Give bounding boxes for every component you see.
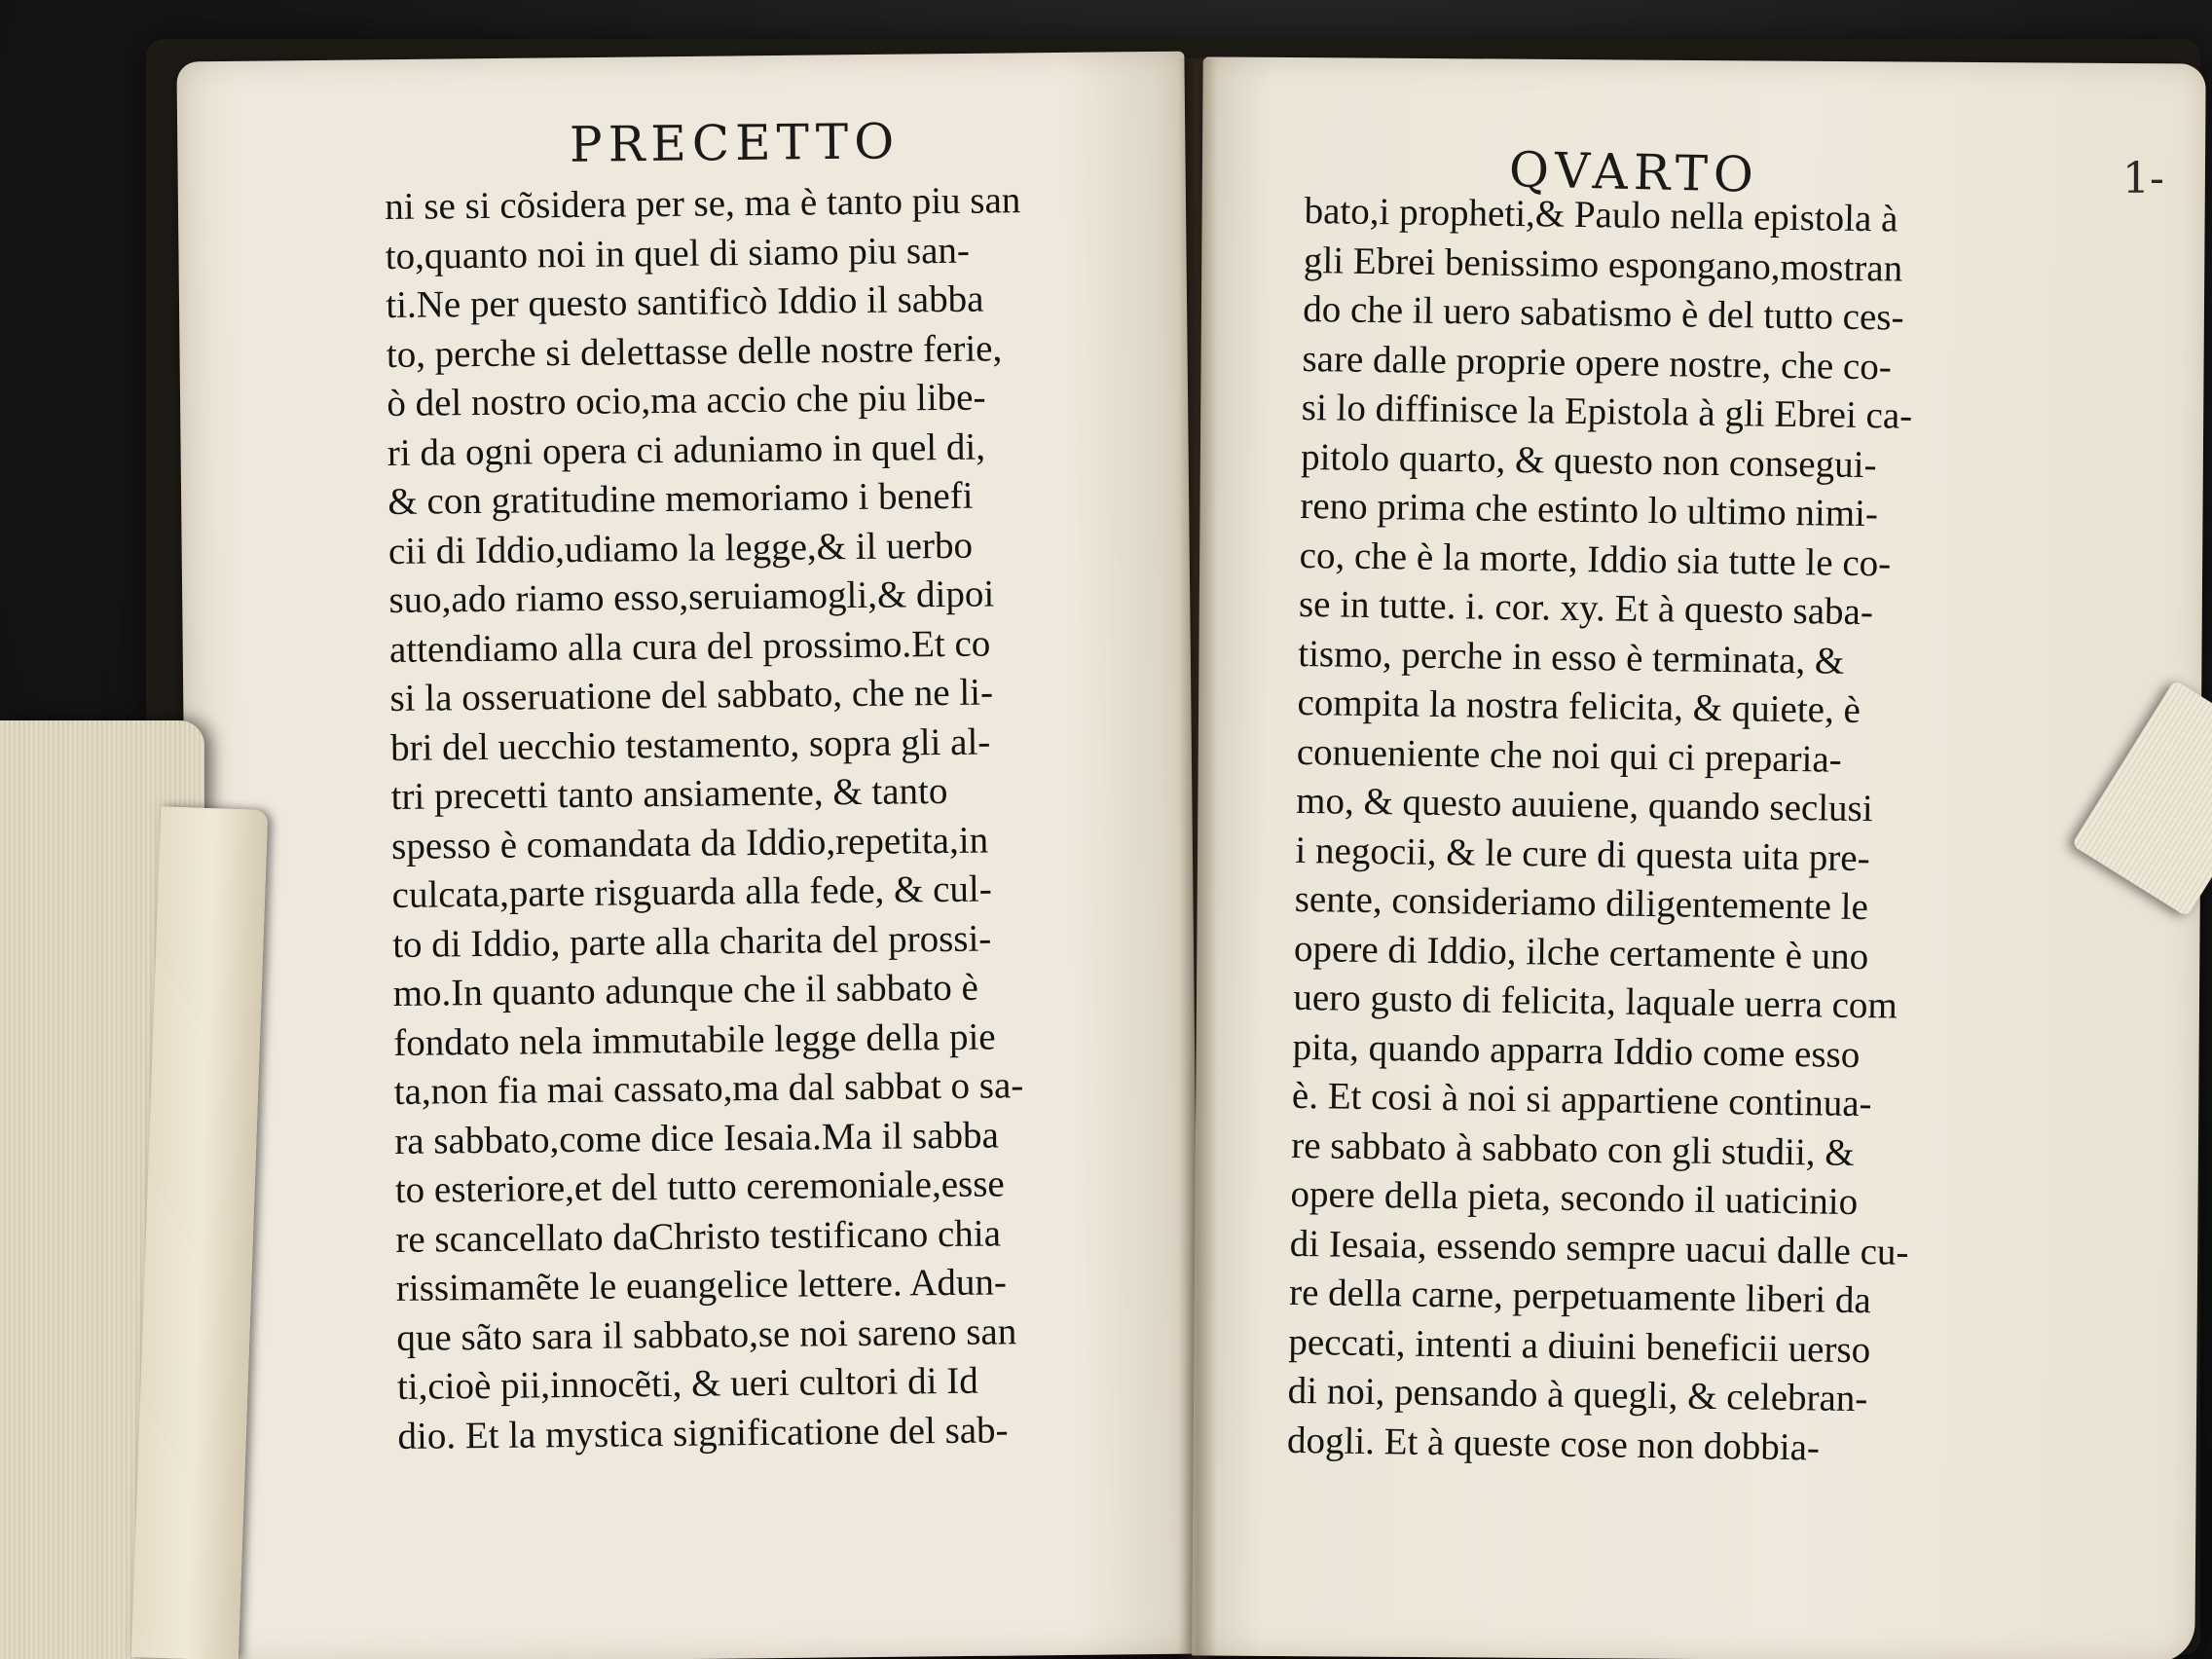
text-line: to, perche si delettasse delle nostre ferie,	[386, 326, 1003, 376]
text-line: do che il uero sabatismo è del tutto ces-	[1302, 287, 1904, 339]
text-line: co, che è la morte, Iddio sia tutte le co-	[1299, 534, 1892, 584]
text-line: bato,i propheti,& Paulo nella epistola à	[1304, 189, 1899, 240]
right-page-header: QVARTO	[1508, 141, 1760, 203]
text-line: i negocii, & le cure di questa uita pre-	[1295, 829, 1870, 879]
text-line: culcata,parte risguarda alla fede, & cul-	[391, 867, 992, 916]
text-line: opere di Iddio, ilche certamente è uno	[1293, 927, 1869, 977]
text-line: ti,cioè pii,innocẽti, & ueri cultori di Id	[396, 1359, 978, 1408]
text-line: compita la nostra felicita, & quiete, è	[1297, 681, 1862, 732]
folio-number: 1-	[2122, 154, 2164, 203]
text-line: conueniente che noi qui ci preparia-	[1296, 730, 1842, 781]
text-line: rissimamẽte le euangelice lettere. Adun-	[395, 1261, 1008, 1309]
text-line: uero gusto di felicita, laquale uerra com	[1293, 976, 1899, 1027]
text-line: si lo diffinisce la Epistola à gli Ebrei ca-	[1301, 386, 1913, 437]
left-page-text	[385, 176, 1034, 1461]
text-line: sare dalle proprie opere nostre, che co-	[1302, 337, 1893, 387]
text-line: sente, consideriamo diligentemente le	[1294, 877, 1869, 929]
text-line: ri da ogni opera ci aduniamo in quel di,	[387, 425, 986, 474]
text-line: ni se si cõsidera per se, ma è tanto piu san	[385, 179, 1021, 228]
text-line: suo,ado riamo esso,seruiamogli,& dipoi	[388, 572, 995, 621]
text-line: se in tutte. i. cor. xy. Et à questo saba-	[1298, 582, 1874, 634]
text-line: tri precetti tanto ansiamente, & tanto	[390, 769, 948, 818]
text-line: tismo, perche in esso è terminata, &	[1298, 632, 1845, 682]
text-line: di noi, pensando à quegli, & celebran-	[1287, 1369, 1868, 1420]
text-line: ò del nostro ocio,ma accio che piu libe-	[387, 376, 986, 424]
text-line: to di Iddio, parte alla charita del prossi-	[391, 917, 992, 966]
text-line: reno prima che estinto lo ultimo nimi-	[1300, 484, 1879, 535]
text-line: ta,non fia mai cassato,ma dal sabbat o sa-	[393, 1064, 1024, 1113]
text-line: re sabbato à sabbato con gli studii, &	[1290, 1124, 1855, 1174]
text-line: si la osseruatione del sabbato, che ne li-	[389, 671, 994, 719]
text-line: re scancellato daChristo testificano chia	[395, 1211, 1002, 1261]
text-line: peccati, intenti a diuini beneficii uerso	[1288, 1320, 1871, 1371]
text-line: di Iesaia, essendo sempre uacui dalle cu-	[1289, 1222, 1909, 1273]
text-line: & con gratitudine memoriamo i benefi	[387, 474, 974, 523]
text-line: fondato nela immutabile legge della pie	[393, 1014, 996, 1064]
text-line: attendiamo alla cura del prossimo.Et co	[388, 622, 991, 671]
text-line: gli Ebrei benissimo espongano,mostran	[1303, 239, 1903, 290]
text-line: mo, & questo auuiene, quando seclusi	[1295, 779, 1873, 830]
text-line: mo.In quanto adunque che il sabbato è	[392, 966, 978, 1014]
text-line: dio. Et la mystica significatione del sab-	[397, 1408, 1009, 1457]
text-line: re della carne, perpetuamente liberi da	[1288, 1271, 1872, 1322]
text-line: dogli. Et à queste cose non dobbia-	[1286, 1419, 1821, 1469]
text-line: to esteriore,et del tutto ceremoniale,esse	[394, 1162, 1005, 1211]
text-line: bri del uecchio testamento, sopra gli al-	[389, 720, 991, 769]
text-line: ti.Ne per questo santificò Iddio il sabba	[386, 277, 984, 326]
text-line: spesso è comandata da Iddio,repetita,in	[390, 819, 989, 867]
book-gutter	[1178, 58, 1217, 1659]
text-line: è. Et cosi à noi si appartiene continua-	[1291, 1074, 1872, 1125]
text-line: to,quanto noi in quel di siamo piu san-	[385, 229, 971, 277]
text-line: pita, quando apparra Iddio come esso	[1292, 1025, 1861, 1076]
text-line: cii di Iddio,udiamo la legge,& il uerbo	[387, 524, 974, 572]
text-line: ra sabbato,come dice Iesaia.Ma il sabba	[394, 1113, 999, 1162]
text-line: pitolo quarto, & questo non consegui-	[1300, 435, 1877, 486]
right-page-text	[1287, 187, 1924, 1474]
text-line: que sãto sara il sabbato,se noi sareno san	[396, 1309, 1017, 1359]
left-page-header: PRECETTO	[569, 113, 901, 173]
text-line: opere della pieta, secondo il uaticinio	[1290, 1172, 1859, 1224]
